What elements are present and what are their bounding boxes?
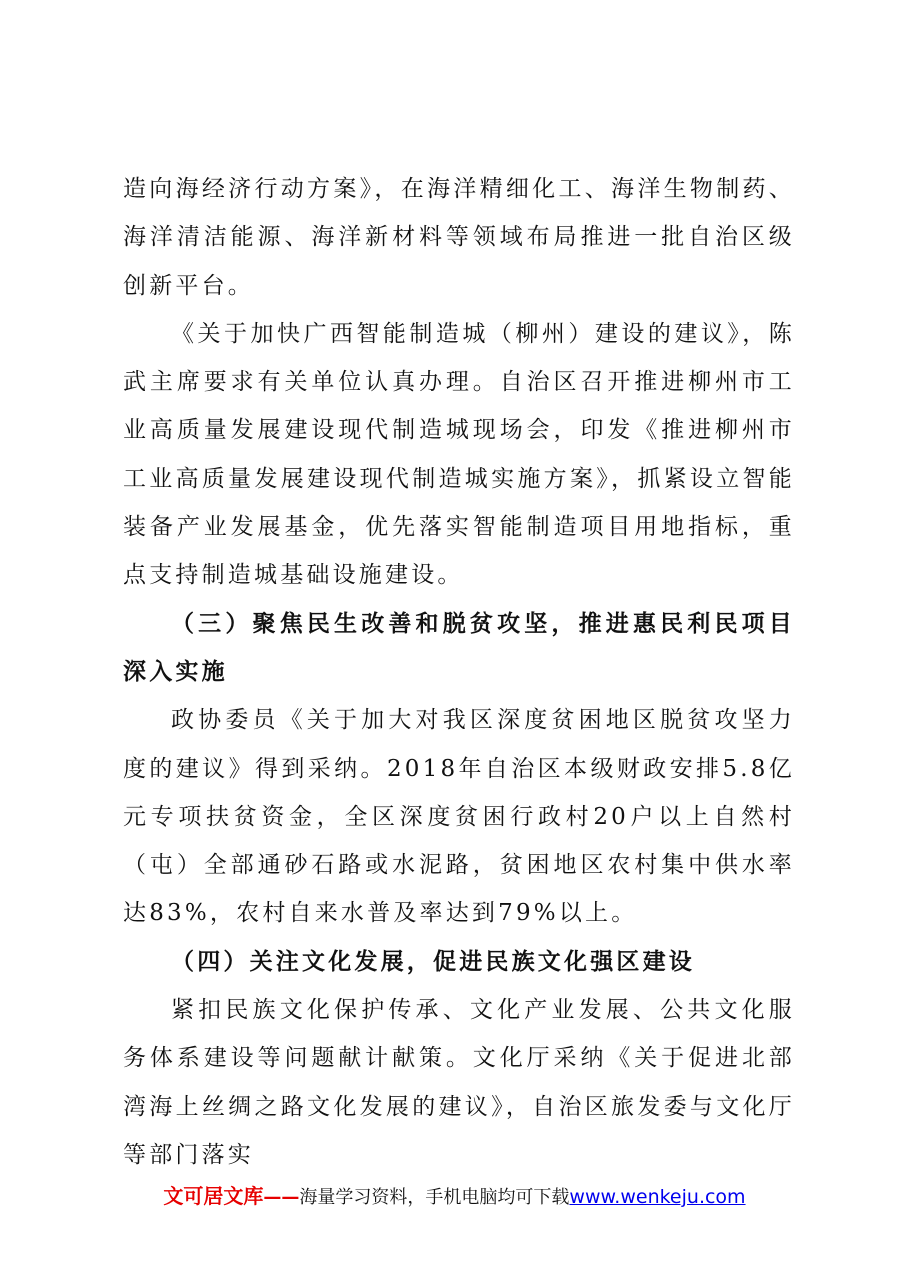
footer-brand: 文可居文库 <box>163 1184 264 1208</box>
footer-description: 海量学习资料，手机电脑均可下载 <box>299 1187 570 1208</box>
paragraph-liuzhou-smart-manufacturing: 《关于加快广西智能制造城（柳州）建设的建议》，陈武主席要求有关单位认真办理。自治区召开推进柳州市工业高质量发展建设现代制造城现场会，印发《推进柳州市工业高质量发展建设现代制造城实施方案》，抓紧设立智能装备产业发展基金，优先落实智能制造项目用地指标，重点支持制造城基础设施建设。 <box>123 320 795 589</box>
paragraph-poverty-alleviation: 政协委员《关于加大对我区深度贫困地区脱贫攻坚力度的建议》得到采纳。2018年自治区本级财政安排5.8亿元专项扶贫资金，全区深度贫困行政村20户以上自然村（屯）全部通砂石路或水泥路，贫困地区农村集中供水率达83%，农村自来水普及率达到79%以上。 <box>123 707 795 927</box>
footer-dash: —— <box>263 1187 300 1208</box>
paragraph-marine-economy: 造向海经济行动方案》，在海洋精细化工、海洋生物制药、海洋清洁能源、海洋新材料等领域布局推进一批自治区级创新平台。 <box>123 176 795 299</box>
document-body <box>123 165 795 1179</box>
footer-website-link[interactable]: www.wenkeju.com <box>569 1186 746 1208</box>
footer-banner <box>0 1183 909 1211</box>
paragraph-cultural-development: 紧扣民族文化保护传承、文化产业发展、公共文化服务体系建设等问题献计献策。文化厅采纳《关于促进北部湾海上丝绸之路文化发展的建议》，自治区旅发委与文化厅等部门落实 <box>123 997 795 1168</box>
section-heading-culture: （四）关注文化发展，促进民族文化强区建设 <box>171 947 695 975</box>
section-heading-livelihood: （三）聚焦民生改善和脱贫攻坚，推进惠民利民项目深入实施 <box>123 609 795 685</box>
